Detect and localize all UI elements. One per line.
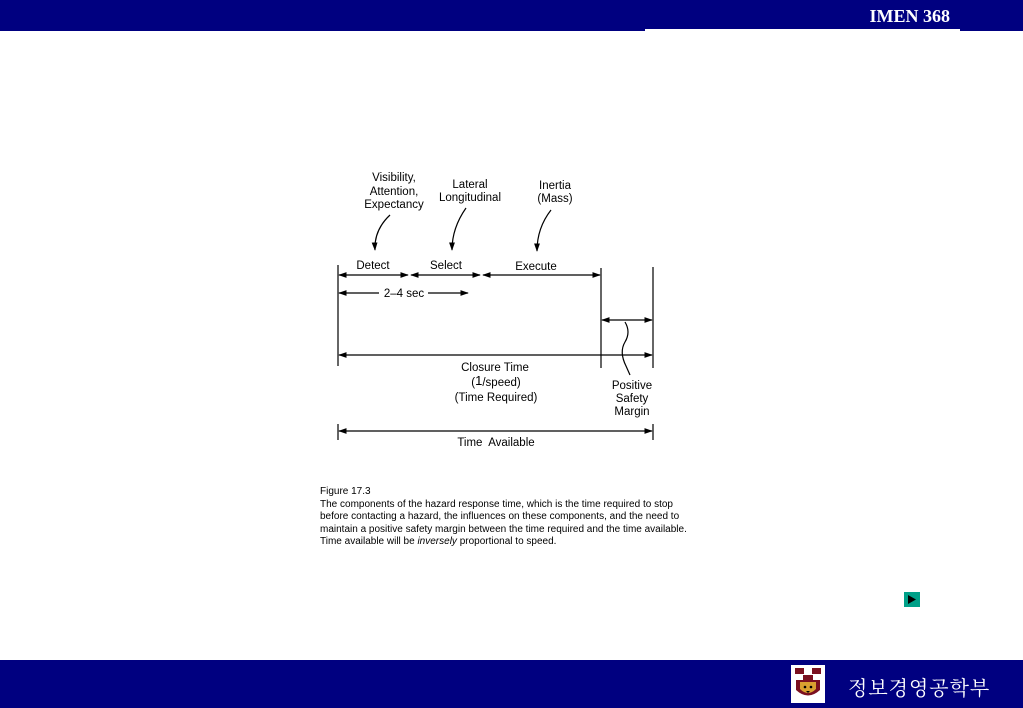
course-title: IMEN 368 bbox=[869, 6, 950, 26]
duration-label: 2–4 sec bbox=[383, 288, 425, 300]
next-arrow-icon bbox=[904, 592, 920, 607]
safety-margin-line2: Safety bbox=[615, 393, 649, 405]
influence-select-line1: Lateral bbox=[452, 179, 488, 191]
influence-detect-line1: Visibility, bbox=[372, 172, 416, 184]
stage-select-label: Select bbox=[430, 260, 462, 272]
figure-caption bbox=[320, 486, 700, 549]
stage-execute-label: Execute bbox=[515, 261, 557, 273]
influence-execute-line2: (Mass) bbox=[537, 193, 573, 205]
figure-description: The components of the hazard response time, which is the time required to stop before contacting a hazard, the influences on these components, and the need to maintain a positive safety margin between the time required and the time available. Time available will be inversely proportional to speed. bbox=[320, 498, 687, 548]
closure-speed-numerator: 1 bbox=[475, 373, 483, 388]
caption-emphasis: inversely bbox=[417, 536, 457, 548]
header-bar bbox=[0, 0, 1023, 31]
department-name: 정보경영공학부 bbox=[848, 676, 991, 700]
next-slide-button[interactable] bbox=[904, 592, 920, 607]
influence-select-arrow bbox=[452, 208, 466, 250]
safety-margin-line1: Positive bbox=[611, 380, 653, 392]
footer-bar bbox=[0, 660, 1023, 708]
figure-label: Figure 17.3 bbox=[320, 486, 371, 497]
safety-margin-line3: Margin bbox=[614, 406, 650, 418]
time-available-label: Time Available bbox=[457, 437, 535, 449]
university-tiger-crest-icon bbox=[791, 665, 825, 703]
influence-execute-arrow bbox=[537, 210, 551, 251]
closure-time-required: (Time Required) bbox=[454, 392, 538, 404]
closure-time-title: Closure Time bbox=[461, 362, 529, 374]
safety-margin-leader bbox=[622, 322, 630, 375]
hazard-response-diagram bbox=[300, 150, 700, 460]
influence-execute-line1: Inertia bbox=[539, 180, 571, 192]
influence-select-line2: Longitudinal bbox=[438, 192, 502, 204]
stage-detect-label: Detect bbox=[356, 260, 390, 272]
influence-detect-line2: Attention, bbox=[369, 186, 419, 198]
influence-detect-line3: Expectancy bbox=[364, 199, 424, 211]
closure-speed-expression: (1/speed) bbox=[471, 373, 521, 389]
influence-detect-arrow bbox=[375, 215, 390, 250]
header-underline bbox=[645, 29, 960, 31]
